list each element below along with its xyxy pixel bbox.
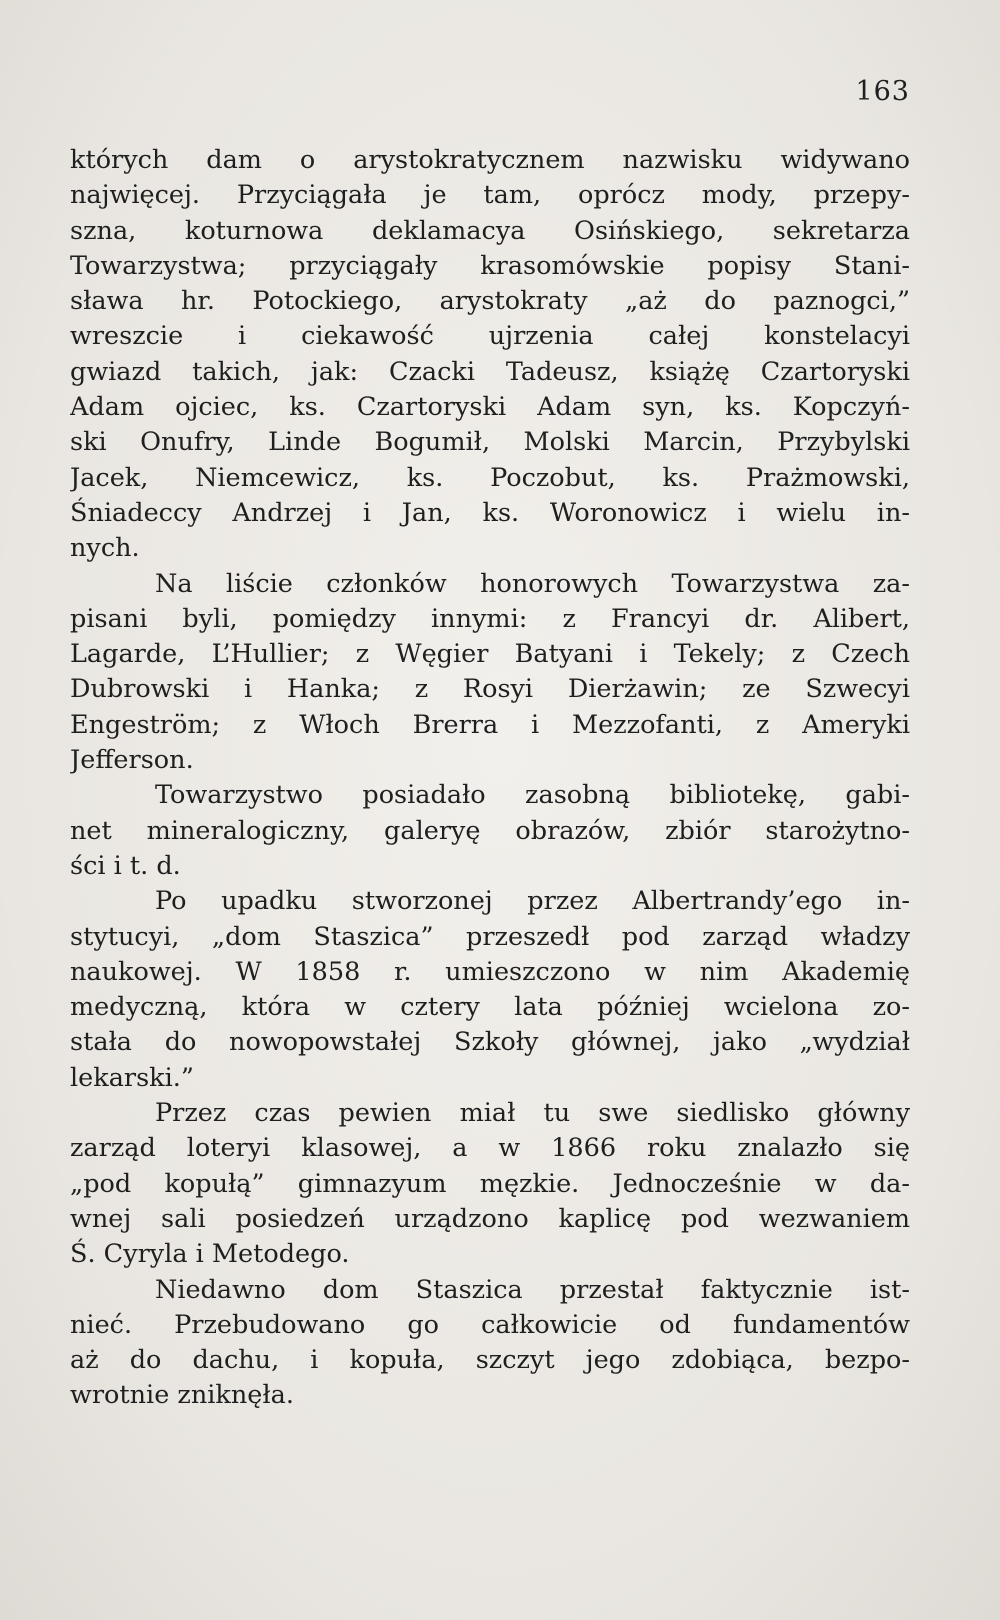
- text-line: nych.: [70, 533, 140, 564]
- text-line: gwiazd takich, jak: Czacki Tadeusz, książę Czartoryski: [70, 356, 910, 387]
- text-line: pisani byli, pomiędzy innymi: z Francyi dr. Alibert,: [70, 603, 910, 634]
- text-line: Śniadeccy Andrzej i Jan, ks. Woronowicz i wielu in-: [70, 497, 910, 528]
- text-line: Po upadku stworzonej przez Albertrandy’ego in-: [155, 886, 910, 917]
- text-line: Towarzystwa; przyciągały krasomówskie popisy Stani-: [70, 250, 910, 281]
- text-line: wrotnie zniknęła.: [70, 1380, 294, 1411]
- text-line: Towarzystwo posiadało zasobną bibliotekę, gabi-: [155, 780, 910, 811]
- text-line: najwięcej. Przyciągała je tam, oprócz mody, przepy-: [70, 180, 910, 211]
- text-line: Engeström; z Włoch Brerra i Mezzofanti, z Ameryki: [70, 709, 910, 740]
- text-line: Adam ojciec, ks. Czartoryski Adam syn, ks. Kopczyń-: [70, 392, 910, 423]
- text-line: Lagarde, L’Hullier; z Węgier Batyani i Tekely; z Czech: [70, 639, 910, 670]
- text-line: lekarski.”: [70, 1062, 194, 1093]
- text-line: Przez czas pewien miał tu swe siedlisko główny: [155, 1098, 910, 1129]
- text-line: „pod kopułą” gimnazyum męzkie. Jednocześnie w da-: [70, 1168, 910, 1199]
- text-line: Ś. Cyryla i Metodego.: [70, 1239, 350, 1270]
- text-line: ski Onufry, Linde Bogumił, Molski Marcin, Przybylski: [70, 427, 910, 458]
- text-line: których dam o arystokratycznem nazwisku widywano: [70, 145, 910, 175]
- page-text: [70, 143, 910, 1414]
- text-line: stała do nowopowstałej Szkoły głównej, jako „wydział: [70, 1027, 910, 1058]
- text-line: Niedawno dom Staszica przestał faktycznie ist-: [155, 1274, 910, 1305]
- text-line: nieć. Przebudowano go całkowicie od fundamentów: [70, 1309, 910, 1340]
- text-line: szna, koturnowa deklamacya Osińskiego, sekretarza: [70, 215, 910, 246]
- text-line: aż do dachu, i kopuła, szczyt jego zdobiąca, bezpo-: [70, 1345, 910, 1376]
- text-line: Dubrowski i Hanka; z Rosyi Dierżawin; ze Szwecyi: [70, 674, 910, 705]
- text-line: medyczną, która w cztery lata później wcielona zo-: [70, 992, 910, 1023]
- text-line: wnej sali posiedzeń urządzono kaplicę pod wezwaniem: [70, 1203, 910, 1234]
- text-line: ści i t. d.: [70, 850, 181, 881]
- text-line: Na liście członków honorowych Towarzystwa za-: [155, 568, 910, 599]
- text-line: net mineralogiczny, galeryę obrazów, zbiór starożytno-: [70, 815, 910, 846]
- text-line: sława hr. Potockiego, arystokraty „aż do paznogci,”: [70, 286, 910, 317]
- text-line: naukowej. W 1858 r. umieszczono w nim Akademię: [70, 956, 910, 987]
- text-line: stytucyi, „dom Staszica” przeszedł pod zarząd władzy: [70, 921, 910, 952]
- text-line: Jefferson.: [70, 745, 194, 776]
- text-line: Jacek, Niemcewicz, ks. Poczobut, ks. Prażmowski,: [70, 462, 910, 493]
- page-number: 163: [855, 76, 910, 107]
- text-line: wreszcie i ciekawość ujrzenia całej konstelacyi: [70, 321, 910, 352]
- text-line: zarząd loteryi klasowej, a w 1866 roku znalazło się: [70, 1133, 910, 1164]
